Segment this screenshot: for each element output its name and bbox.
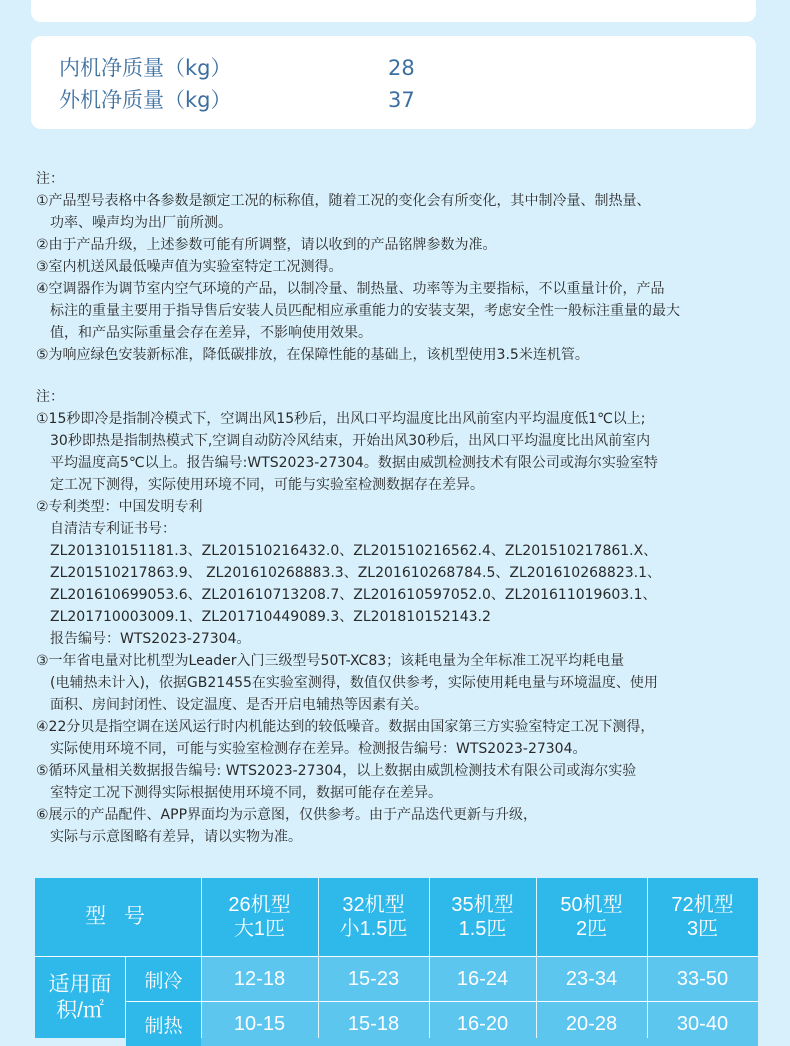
patent-line: ZL201310151181.3、ZL201510216432.0、ZL201510216562.4、ZL201510217861.X、 [50, 543, 658, 559]
table-cell: 15-18 [318, 1002, 429, 1046]
table-cell: 33-50 [647, 957, 758, 1001]
note-line: ⑥展示的产品配件、APP界面均为示意图，仅供参考。由于产品迭代更新与升级， [36, 807, 538, 823]
note-line: ④22分贝是指空调在送风运行时内机能达到的较低噪音。数据由国家第三方实验室特定工况下测得， [36, 719, 655, 735]
table-cell: 16-20 [429, 1002, 536, 1046]
note-line: ①产品型号表格中各参数是额定工况的标称值，随着工况的变化会有所变化，其中制冷量、制热量、 [36, 193, 651, 209]
table-header-model: 型 号 [35, 878, 201, 956]
table-header-cell [201, 878, 318, 956]
outdoor-weight-value: 37 [388, 88, 415, 112]
table-cell: 15-23 [318, 957, 429, 1001]
note-line: ⑤为响应绿色安装新标准，降低碳排放，在保障性能的基础上，该机型使用3.5米连机管。 [36, 347, 589, 363]
note-line: 定工况下测得，实际使用环境不同，可能与实验室检测数据存在差异。 [50, 477, 484, 493]
note-line: 实际与示意图略有差异，请以实物为准。 [50, 829, 302, 845]
table-divider [125, 957, 126, 1038]
note-line: 报告编号：WTS2023-27304。 [50, 631, 251, 647]
note-line: 标注的重量主要用于指导售后安装人员匹配相应承重能力的安装支架，考虑安全性一般标注重量的最大 [50, 303, 680, 319]
model-table [35, 878, 758, 1038]
outdoor-weight-label: 外机净质量（kg） [59, 88, 232, 112]
note-line: (电辅热未计入)，依据GB21455在实验室测得，数值仅供参考，实际使用耗电量与环境温度、使用 [50, 675, 658, 691]
table-header-cell [647, 878, 758, 956]
table-cell: 20-28 [536, 1002, 647, 1046]
row-label-cool: 制冷 [126, 957, 201, 1001]
indoor-weight-value: 28 [388, 56, 415, 80]
patent-line: ZL201510217863.9、 ZL201610268883.3、ZL201610268784.5、ZL201610268823.1、 [50, 565, 661, 581]
table-divider [126, 1001, 758, 1002]
note-line: 室特定工况下测得实际根据使用环境不同，数据可能存在差异。 [50, 785, 442, 801]
model-name: 32机型 [342, 894, 405, 916]
table-divider [647, 878, 648, 1038]
spec-card-weight [31, 36, 756, 129]
table-divider [201, 878, 202, 1038]
note-line: ①15秒即冷是指制冷模式下，空调出风15秒后，出风口平均温度比出风前室内平均温度低1℃以上; [36, 411, 646, 427]
notes-title: 注： [36, 171, 64, 187]
area-label: 适用面积/㎡ [35, 957, 125, 1038]
notes-title: 注： [36, 389, 64, 405]
indoor-weight-label: 内机净质量（kg） [59, 56, 232, 80]
note-line: 30秒即热是指制热模式下,空调自动防冷风结束，开始出风30秒后，出风口平均温度比出风前室内 [50, 433, 651, 449]
table-divider [35, 956, 758, 957]
note-line: ②由于产品升级，上述参数可能有所调整，请以收到的产品铭牌参数为准。 [36, 237, 497, 253]
table-cell: 16-24 [429, 957, 536, 1001]
notes-section-1 [36, 168, 776, 366]
note-line: ③室内机送风最低噪声值为实验室特定工况测得。 [36, 259, 343, 275]
table-cell: 23-34 [536, 957, 647, 1001]
model-hp: 2匹 [575, 918, 608, 940]
model-name: 26机型 [228, 894, 291, 916]
table-header-cell [536, 878, 647, 956]
row-label-heat: 制热 [126, 1002, 201, 1046]
patent-line: ZL201710003009.1、ZL201710449089.3、ZL201810152143.2 [50, 609, 491, 625]
note-line: 平均温度高5℃以上。报告编号:WTS2023-27304。数据由威凯检测技术有限公司或海尔实验室特 [50, 455, 658, 471]
note-line: 自清洁专利证书号： [50, 521, 176, 537]
model-hp: 小1.5匹 [339, 918, 408, 940]
table-header-cell [318, 878, 429, 956]
model-hp: 3匹 [686, 918, 719, 940]
table-header-cell [429, 878, 536, 956]
table-divider [429, 878, 430, 1038]
patent-line: ZL201610699053.6、ZL201610713208.7、ZL201610597052.0、ZL201611019603.1、 [50, 587, 657, 603]
spec-card-dimensions [31, 0, 756, 22]
note-line: ②专利类型：中国发明专利 [36, 499, 203, 515]
table-divider [536, 878, 537, 1038]
note-line: 面积、房间封闭性、设定温度、是否开启电辅热等因素有关。 [50, 697, 428, 713]
table-cell: 30-40 [647, 1002, 758, 1046]
table-divider [318, 878, 319, 1038]
note-line: 功率、噪声均为出厂前所测。 [50, 215, 232, 231]
model-hp: 大1匹 [233, 918, 286, 940]
note-line: ④空调器作为调节室内空气环境的产品，以制冷量、制热量、功率等为主要指标，不以重量计价，产品 [36, 281, 665, 297]
model-name: 50机型 [560, 894, 623, 916]
model-name: 35机型 [451, 894, 514, 916]
table-cell: 10-15 [201, 1002, 318, 1046]
note-line: 实际使用环境不同，可能与实验室检测存在差异。检测报告编号：WTS2023-27304。 [50, 741, 587, 757]
model-hp: 1.5匹 [458, 918, 507, 940]
table-cell: 12-18 [201, 957, 318, 1001]
note-line: ⑤循环风量相关数据报告编号: WTS2023-27304，以上数据由威凯检测技术有限公司或海尔实验 [36, 763, 637, 779]
model-name: 72机型 [671, 894, 734, 916]
note-line: 值，和产品实际重量会存在差异，不影响使用效果。 [50, 325, 372, 341]
notes-section-2 [36, 386, 776, 848]
note-line: ③一年省电量对比机型为Leader入门三级型号50T-XC83；该耗电量为全年标准工况平均耗电量 [36, 653, 625, 669]
